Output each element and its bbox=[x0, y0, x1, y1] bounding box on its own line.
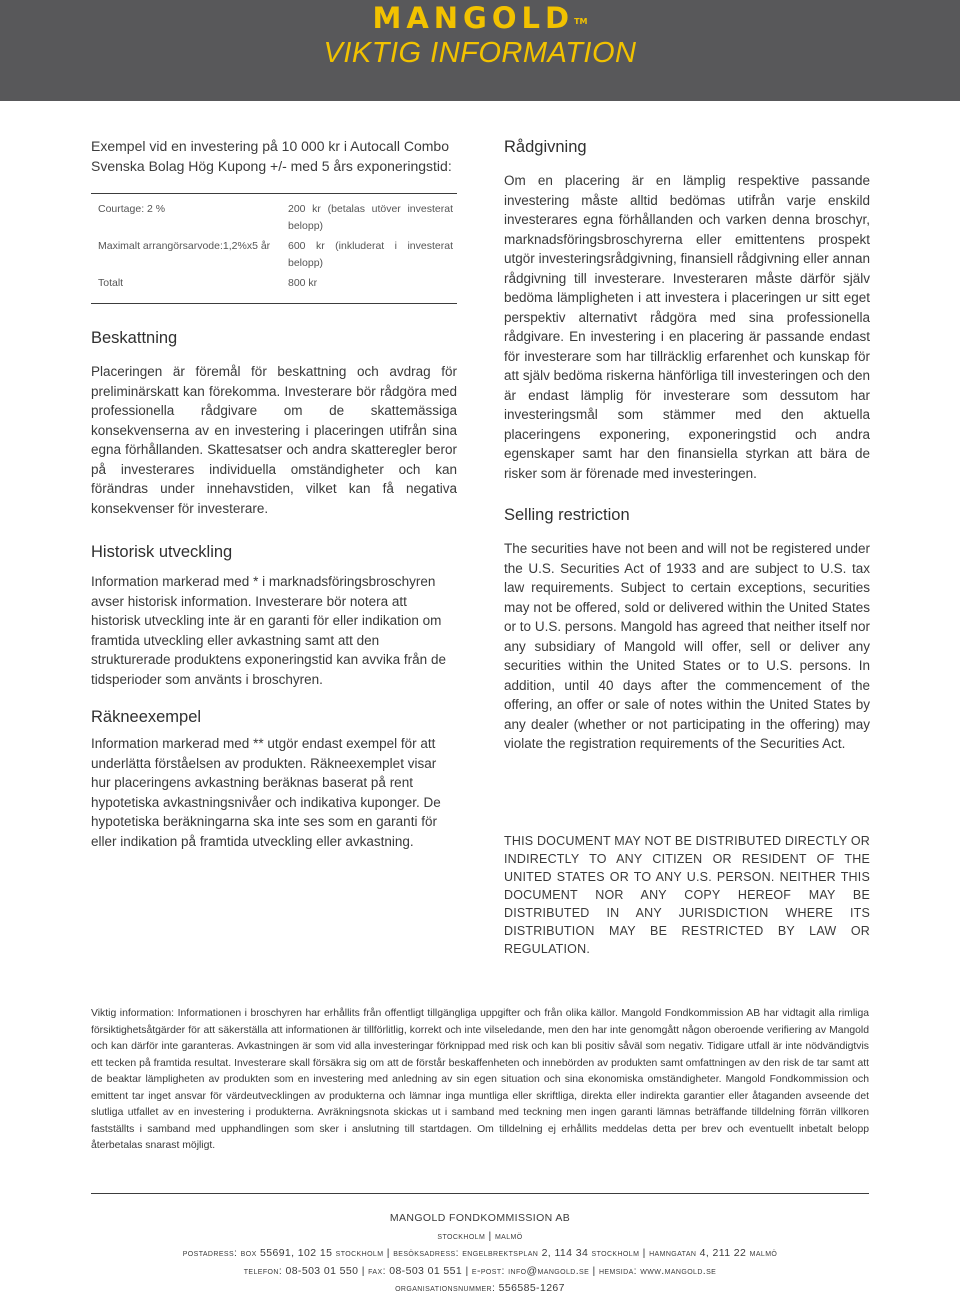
footer-org-number: organisationsnummer: 556585-1267 bbox=[395, 1282, 565, 1294]
mangold-logo bbox=[0, 2, 960, 34]
logo-text: MANGOLD bbox=[372, 1, 575, 35]
cost-label: Courtage: 2 % bbox=[98, 203, 166, 215]
cost-value: 600 kr (inkluderat i investerat belopp) bbox=[288, 240, 453, 269]
distribution-disclaimer: THIS DOCUMENT MAY NOT BE DISTRIBUTED DIRECTLY OR INDIRECTLY TO ANY CITIZEN OR RESIDENT OF THE UNITED STATES OR TO ANY U.S. PERSON. NEITHER THIS DOCUMENT NOR ANY COPY HEREOF MAY BE DISTRIBUTED IN ANY JURISDICTION WHERE ITS DISTRIBUTION MAY BE RESTRICTED BY LAW OR REGULATION. bbox=[504, 834, 870, 956]
cost-row-arrangorsarvode bbox=[91, 238, 457, 272]
right-column bbox=[504, 136, 870, 754]
section-heading-beskattning: Beskattning bbox=[91, 329, 178, 347]
footer-cities: stockholm | malmö bbox=[437, 1229, 523, 1242]
section-heading-historisk: Historisk utveckling bbox=[91, 543, 233, 561]
page-header bbox=[0, 0, 960, 101]
footer-contact: telefon: 08-503 01 550 | fax: 08-503 01 551 | e-post: info@mangold.se | hemsida: www.mangold.se bbox=[243, 1264, 717, 1277]
important-information-fine-print: Viktig information: Informationen i broschyren har erhållits från offentligt tillgängliga uppgifter och från olika källor. Mangold Fondkommission AB har vidtagit alla rimliga försiktighetsåtgärder för att säkerställa att informationen är tillförlitlig, korrekt och inte vilseledande, men den har inte genomgått någon oberoende verifiering av Mangold och kan därför inte garanteras. Avkastningen är som vid alla investeringar förknippad med risk och kan bli positiv såväl som negativ. Tidigare utfall är inte nödvändigtvis ett tecken på framtida resultat. Investerare skall försäkra sig om att de förstår beskaffenheten och innebörden av produkten samt omfattningen av den risk de tar samt att de beaktar lämpligheten av produkten som en investering med anledning av sin egen situation och sina ekonomiska omständigheter. Mangold Fondkommission och emittent tar inget ansvar för värdeutvecklingen av produkterna och lämnar inga muntliga eller skriftliga, direkta eller indirekta garantier eller åtaganden avseende det slutliga utfallet av en investering i produkterna. Avräkningsnota skickas ut i samband med teckning men ingen garanti lämnas beträffande tilldelning förrän villkoren fastställts i samband med upphandlingen som sker i anslutning till startdagen. Om tilldelning ej erhållits meddelas detta per brev och eventuellt inbetalt belopp återbetalas snarast möjligt. bbox=[91, 1008, 869, 1151]
section-text-radgivning: Om en placering är en lämplig respektive passande investering måste alltid bedömas utifrån varje enskild investerares egna förhållanden och varken denna broschyr, marknadsföringsbroschyrerna eller emittentens prospekt utgör investeringsrådgivning, finansiell rådgivning eller annan rådgivning till investerare. Investeraren måste därför själv bedöma lämpligheten i att investera i placeringen ur sitt eget perspektiv alternativt rådgöra med sina professionella rådgivare. En investering i en placering är passande endast för investerare som har tillräcklig erfarenhet och kunskap för att själv bedöma riskerna hänförliga till investeringen och den är endast lämplig för investerare som dessutom har investeringsmål som stämmer med den aktuella placeringens exponering, exponeringstid och andra egenskaper samt har den finansiella styrkan att bära de risker som är förenade med investeringen. bbox=[504, 173, 870, 481]
section-heading-radgivning: Rådgivning bbox=[504, 138, 587, 156]
cost-label: Totalt bbox=[98, 277, 124, 289]
cost-label: Maximalt arrangörsarvode:1,2%x5 år bbox=[98, 240, 271, 252]
page-footer bbox=[91, 1210, 869, 1298]
footer-divider bbox=[91, 1193, 869, 1194]
cost-table bbox=[91, 193, 457, 304]
cost-value: 200 kr (betalas utöver investerat belopp) bbox=[288, 203, 453, 232]
section-text-rakneexempel: Information markerad med ** utgör endast exempel för att underlätta förståelsen av produkten. Räkneexemplet visar hur placeringens avkastning beräknas baserat på rent hypotetiska avkastningsnivåer och indikativa kuponger. De hypotetiska beräkningarna ska inte ses som en garanti för eller indikation på framtida utveckling eller avkastning. bbox=[91, 736, 441, 849]
trademark-mark: TM bbox=[574, 17, 588, 26]
footer-addresses: postadress: box 55691, 102 15 stockholm | besöksadress: engelbrektsplan 2, 114 34 stockholm | hamngatan 4, 211 22 malmö bbox=[182, 1247, 778, 1259]
footer-company: MANGOLD FONDKOMMISSION AB bbox=[389, 1212, 571, 1224]
left-column bbox=[91, 136, 457, 851]
cost-row-courtage bbox=[91, 201, 457, 235]
section-heading-rakneexempel: Räkneexempel bbox=[91, 708, 202, 726]
cost-row-totalt bbox=[91, 275, 457, 292]
section-text-historisk: Information markerad med * i marknadsföringsbroschyren avser historisk information. Investerare bör notera att historisk utveckling inte är en garanti för eller indikation om framtida utveckling eller avkastning samt att den strukturerade produktens exponeringstid kan avvika från de tidsperioder som använts i broschyren. bbox=[91, 574, 446, 687]
page-title: VIKTIG INFORMATION bbox=[323, 37, 637, 69]
cost-value: 800 kr bbox=[288, 277, 318, 289]
section-heading-selling-restriction: Selling restriction bbox=[504, 506, 630, 524]
section-text-beskattning: Placeringen är föremål för beskattning och avdrag för preliminärskatt kan förekomma. Investerare bör rådgöra med professionella rådgivare om de skattemässiga konsekvenserna av en investering i placeringen utifrån sina egna förhållanden. Skattesatser och andra skatteregler beror på investerares individuella omständigheter och kan förändras under innehavstiden, vilket kan få negativa konsekvenser för investerare. bbox=[91, 364, 457, 516]
section-text-selling-restriction: The securities have not been and will not be registered under the U.S. Securities Act of 1933 and are subject to U.S. tax law requirements. Subject to certain exceptions, securities may not be offered, sold or delivered within the United States or to U.S. persons. Mangold has agreed that neither itself nor any subsidiary of Mangold will offer, sell or deliver any securities within the United States or to U.S. persons. In addition, until 40 days after the commencement of the offering, an offer or sale of notes within the United States by any dealer (whether or not participating in the offering) may violate the registration requirements of the Securities Act. bbox=[504, 541, 870, 751]
example-intro: Exempel vid en investering på 10 000 kr i Autocall Combo Svenska Bolag Hög Kupong +/- med 5 års exponeringstid: bbox=[91, 138, 452, 174]
